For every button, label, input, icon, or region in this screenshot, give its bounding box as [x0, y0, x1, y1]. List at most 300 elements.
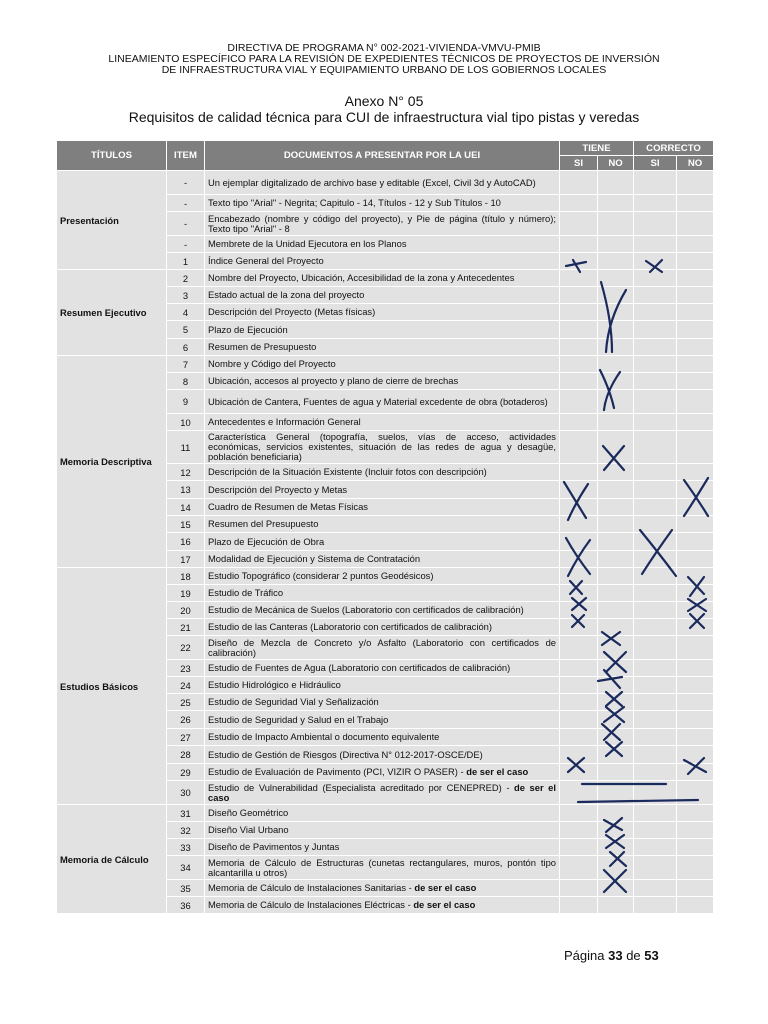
document-text: Ubicación, accesos al proyecto y plano de cierre de brechas	[208, 375, 459, 386]
check-cell-tiene-no[interactable]	[598, 729, 634, 746]
check-cell-correcto-si[interactable]	[634, 390, 677, 414]
check-cell-tiene-no[interactable]	[598, 304, 634, 321]
requirements-table	[56, 140, 714, 914]
check-cell-correcto-no[interactable]	[677, 287, 714, 304]
check-cell-correcto-no[interactable]	[677, 212, 714, 236]
header-line-2: LINEAMIENTO ESPECÍFICO PARA LA REVISIÓN DE EXPEDIENTES TÉCNICOS DE PROYECTOS DE INVERSIÓN	[108, 53, 660, 65]
check-cell-tiene-no[interactable]	[598, 236, 634, 253]
item-number: -	[167, 236, 205, 253]
check-cell-correcto-si[interactable]	[634, 636, 677, 660]
document-description	[205, 195, 560, 212]
check-cell-correcto-si[interactable]	[634, 270, 677, 287]
check-cell-tiene-si[interactable]	[560, 711, 598, 729]
check-cell-correcto-no[interactable]	[677, 414, 714, 431]
document-text: Índice General del Proyecto	[208, 255, 324, 266]
check-cell-correcto-no[interactable]	[677, 533, 714, 551]
document-description	[205, 212, 560, 236]
check-cell-correcto-no[interactable]	[677, 660, 714, 677]
check-cell-tiene-no[interactable]	[598, 464, 634, 481]
check-cell-correcto-si[interactable]	[634, 373, 677, 390]
check-cell-correcto-no[interactable]	[677, 568, 714, 585]
check-cell-correcto-si[interactable]	[634, 499, 677, 516]
item-number: 18	[167, 568, 205, 585]
document-text: Diseño de Pavimentos y Juntas	[208, 841, 340, 852]
check-cell-tiene-si[interactable]	[560, 270, 598, 287]
document-description	[205, 171, 560, 195]
footer-of: de	[626, 948, 641, 963]
check-cell-correcto-no[interactable]	[677, 171, 714, 195]
requirements-body	[57, 171, 714, 914]
document-description	[205, 839, 560, 856]
check-cell-correcto-si[interactable]	[634, 171, 677, 195]
header-line-3: DE INFRAESTRUCTURA VIAL Y EQUIPAMIENTO URBANO DE LOS GOBIERNOS LOCALES	[161, 64, 607, 76]
document-description	[205, 897, 560, 914]
document-note: de ser el caso	[414, 882, 477, 893]
check-cell-correcto-si[interactable]	[634, 516, 677, 533]
item-number: 34	[167, 856, 205, 880]
check-cell-correcto-si[interactable]	[634, 551, 677, 568]
check-cell-correcto-no[interactable]	[677, 636, 714, 660]
check-cell-tiene-si[interactable]	[560, 897, 598, 914]
document-description	[205, 677, 560, 694]
document-text: Diseño Vial Urbano	[208, 824, 289, 835]
document-text: Estudio de Fuentes de Agua (Laboratorio con certificados de calibración)	[208, 662, 511, 673]
document-description	[205, 585, 560, 602]
check-cell-correcto-si[interactable]	[634, 711, 677, 729]
check-cell-correcto-si[interactable]	[634, 321, 677, 339]
document-text: Estudio de las Canteras (Laboratorio con certificados de calibración)	[208, 621, 493, 632]
check-cell-tiene-no[interactable]	[598, 781, 634, 805]
document-text: Estudio Topográfico (considerar 2 puntos Geodésicos)	[208, 570, 434, 581]
check-cell-correcto-no[interactable]	[677, 516, 714, 533]
check-cell-correcto-si[interactable]	[634, 619, 677, 636]
item-number: 2	[167, 270, 205, 287]
document-text: Nombre del Proyecto, Ubicación, Accesibilidad de la zona y Antecedentes	[208, 272, 515, 283]
check-cell-tiene-no[interactable]	[598, 533, 634, 551]
check-cell-correcto-si[interactable]	[634, 602, 677, 619]
check-cell-correcto-si[interactable]	[634, 253, 677, 270]
document-description	[205, 464, 560, 481]
header-tiene-si: SI	[560, 156, 598, 171]
item-number: 23	[167, 660, 205, 677]
check-cell-correcto-no[interactable]	[677, 729, 714, 746]
check-cell-correcto-no[interactable]	[677, 805, 714, 822]
annex-subtitle: Requisitos de calidad técnica para CUI de infraestructura vial tipo pistas y veredas	[128, 109, 640, 125]
document-text: Estudio de Impacto Ambiental o documento equivalente	[208, 731, 440, 742]
check-cell-correcto-si[interactable]	[634, 304, 677, 321]
header-documents: DOCUMENTOS A PRESENTAR POR LA UEI	[205, 141, 560, 171]
item-number: 24	[167, 677, 205, 694]
item-number: 20	[167, 602, 205, 619]
document-description	[205, 822, 560, 839]
check-cell-tiene-no[interactable]	[598, 481, 634, 499]
document-description	[205, 729, 560, 746]
document-description	[205, 356, 560, 373]
document-description	[205, 390, 560, 414]
check-cell-tiene-si[interactable]	[560, 822, 598, 839]
check-cell-correcto-no[interactable]	[677, 585, 714, 602]
check-cell-correcto-si[interactable]	[634, 856, 677, 880]
check-cell-tiene-si[interactable]	[560, 287, 598, 304]
check-cell-correcto-si[interactable]	[634, 822, 677, 839]
check-cell-correcto-no[interactable]	[677, 390, 714, 414]
check-cell-correcto-no[interactable]	[677, 856, 714, 880]
header-tiene: TIENE	[560, 141, 634, 156]
item-number: 35	[167, 880, 205, 897]
check-cell-correcto-si[interactable]	[634, 464, 677, 481]
document-description	[205, 694, 560, 711]
document-text: Plazo de Ejecución	[208, 323, 288, 335]
section-title: Resumen Ejecutivo	[57, 270, 167, 356]
section-title: Memoria Descriptiva	[57, 356, 167, 568]
check-cell-correcto-si[interactable]	[634, 660, 677, 677]
table-row	[57, 270, 714, 287]
item-number: 29	[167, 764, 205, 781]
check-cell-correcto-si[interactable]	[634, 195, 677, 212]
document-text: Antecedentes e Información General	[208, 416, 361, 427]
check-cell-tiene-no[interactable]	[598, 431, 634, 464]
document-text: Estudio Hidrológico e Hidráulico	[208, 679, 341, 690]
document-text: Ubicación de Cantera, Fuentes de agua y Material excedente de obra (botaderos)	[208, 395, 548, 407]
check-cell-correcto-si[interactable]	[634, 746, 677, 764]
section-title: Estudios Básicos	[57, 568, 167, 805]
check-cell-tiene-no[interactable]	[598, 839, 634, 856]
table-row	[57, 356, 714, 373]
check-cell-correcto-si[interactable]	[634, 764, 677, 781]
check-cell-tiene-si[interactable]	[560, 677, 598, 694]
document-description	[205, 339, 560, 356]
document-description	[205, 660, 560, 677]
check-cell-tiene-no[interactable]	[598, 764, 634, 781]
footer-total: 53	[644, 948, 659, 963]
check-cell-correcto-si[interactable]	[634, 356, 677, 373]
document-text: Estudio de Evaluación de Pavimento (PCI, VIZIR O PASER) -	[208, 766, 467, 777]
check-cell-tiene-si[interactable]	[560, 636, 598, 660]
document-description	[205, 805, 560, 822]
check-cell-tiene-no[interactable]	[598, 270, 634, 287]
header-item: ITEM	[167, 141, 205, 171]
check-cell-tiene-si[interactable]	[560, 568, 598, 585]
document-text: Estudio de Gestión de Riesgos (Directiva N° 012-2017-OSCE/DE)	[208, 748, 483, 760]
document-description	[205, 499, 560, 516]
check-cell-tiene-no[interactable]	[598, 195, 634, 212]
check-cell-tiene-si[interactable]	[560, 414, 598, 431]
check-cell-correcto-no[interactable]	[677, 356, 714, 373]
check-cell-correcto-no[interactable]	[677, 602, 714, 619]
item-number: 14	[167, 499, 205, 516]
check-cell-tiene-si[interactable]	[560, 373, 598, 390]
check-cell-tiene-si[interactable]	[560, 533, 598, 551]
document-text: Memoria de Cálculo de Estructuras (cunetas rectangulares, muros, pontón tipo alcantarilla u otros)	[208, 856, 556, 878]
check-cell-tiene-no[interactable]	[598, 321, 634, 339]
check-cell-tiene-si[interactable]	[560, 729, 598, 746]
check-cell-tiene-no[interactable]	[598, 746, 634, 764]
check-cell-correcto-no[interactable]	[677, 236, 714, 253]
document-text: Estudio de Vulnerabilidad (Especialista acreditado por CENEPRED) -	[208, 781, 515, 793]
check-cell-tiene-si[interactable]	[560, 390, 598, 414]
document-description	[205, 602, 560, 619]
check-cell-tiene-si[interactable]	[560, 516, 598, 533]
check-cell-tiene-si[interactable]	[560, 839, 598, 856]
document-text: Texto tipo "Arial" - Negrita; Capitulo - 14, Títulos - 12 y Sub Títulos - 10	[208, 197, 501, 208]
document-note: de ser el caso	[208, 781, 556, 803]
header-correcto-no: NO	[677, 156, 714, 171]
footer-page: 33	[608, 948, 623, 963]
check-cell-tiene-si[interactable]	[560, 660, 598, 677]
check-cell-correcto-no[interactable]	[677, 339, 714, 356]
check-cell-tiene-no[interactable]	[598, 414, 634, 431]
header-correcto: CORRECTO	[634, 141, 714, 156]
check-cell-correcto-no[interactable]	[677, 321, 714, 339]
check-cell-correcto-si[interactable]	[634, 431, 677, 464]
item-number: -	[167, 171, 205, 195]
document-text: Estudio de Seguridad y Salud en el Trabajo	[208, 713, 389, 725]
check-cell-tiene-no[interactable]	[598, 339, 634, 356]
check-cell-tiene-si[interactable]	[560, 856, 598, 880]
check-cell-correcto-no[interactable]	[677, 746, 714, 764]
check-cell-tiene-no[interactable]	[598, 390, 634, 414]
check-cell-tiene-si[interactable]	[560, 171, 598, 195]
check-cell-tiene-no[interactable]	[598, 516, 634, 533]
check-cell-tiene-si[interactable]	[560, 499, 598, 516]
check-cell-tiene-no[interactable]	[598, 677, 634, 694]
check-cell-tiene-no[interactable]	[598, 619, 634, 636]
check-cell-tiene-si[interactable]	[560, 619, 598, 636]
check-cell-correcto-no[interactable]	[677, 897, 714, 914]
check-cell-correcto-si[interactable]	[634, 805, 677, 822]
document-description	[205, 304, 560, 321]
check-cell-tiene-si[interactable]	[560, 339, 598, 356]
check-cell-correcto-no[interactable]	[677, 431, 714, 464]
check-cell-tiene-si[interactable]	[560, 212, 598, 236]
check-cell-correcto-si[interactable]	[634, 585, 677, 602]
section-title: Memoria de Cálculo	[57, 805, 167, 914]
check-cell-tiene-si[interactable]	[560, 356, 598, 373]
document-description	[205, 481, 560, 499]
check-cell-correcto-si[interactable]	[634, 897, 677, 914]
item-number: -	[167, 195, 205, 212]
page-footer	[564, 948, 659, 963]
check-cell-correcto-no[interactable]	[677, 880, 714, 897]
check-cell-correcto-no[interactable]	[677, 711, 714, 729]
check-cell-correcto-no[interactable]	[677, 619, 714, 636]
check-cell-tiene-no[interactable]	[598, 897, 634, 914]
check-cell-tiene-no[interactable]	[598, 805, 634, 822]
check-cell-correcto-si[interactable]	[634, 568, 677, 585]
check-cell-correcto-no[interactable]	[677, 677, 714, 694]
header-line-1: DIRECTIVA DE PROGRAMA N° 002-2021-VIVIENDA-VMVU-PMIB	[227, 42, 541, 54]
item-number: 8	[167, 373, 205, 390]
document-text: Nombre y Código del Proyecto	[208, 358, 336, 369]
check-cell-correcto-si[interactable]	[634, 880, 677, 897]
check-cell-tiene-si[interactable]	[560, 195, 598, 212]
check-cell-tiene-no[interactable]	[598, 694, 634, 711]
check-cell-correcto-no[interactable]	[677, 373, 714, 390]
check-cell-correcto-si[interactable]	[634, 339, 677, 356]
document-description	[205, 321, 560, 339]
check-cell-tiene-si[interactable]	[560, 694, 598, 711]
document-text: Memoria de Cálculo de Instalaciones Eléctricas -	[208, 899, 414, 910]
check-cell-correcto-si[interactable]	[634, 533, 677, 551]
check-cell-correcto-no[interactable]	[677, 304, 714, 321]
check-cell-tiene-si[interactable]	[560, 304, 598, 321]
document-description	[205, 856, 560, 880]
item-number: 26	[167, 711, 205, 729]
check-cell-correcto-si[interactable]	[634, 287, 677, 304]
item-number: 3	[167, 287, 205, 304]
check-cell-correcto-si[interactable]	[634, 839, 677, 856]
document-description	[205, 516, 560, 533]
header-tiene-no: NO	[598, 156, 634, 171]
check-cell-tiene-si[interactable]	[560, 481, 598, 499]
document-description	[205, 764, 560, 781]
document-text: Característica General (topografía, suelos, vías de acceso, actividades económicas, servicios existentes, situación de las redes de agua y desagüe, población beneficiaria)	[208, 431, 556, 462]
check-cell-tiene-si[interactable]	[560, 321, 598, 339]
check-cell-tiene-si[interactable]	[560, 464, 598, 481]
check-cell-correcto-si[interactable]	[634, 236, 677, 253]
check-cell-correcto-si[interactable]	[634, 414, 677, 431]
check-cell-correcto-si[interactable]	[634, 481, 677, 499]
document-text: Estudio de Tráfico	[208, 587, 284, 598]
check-cell-correcto-si[interactable]	[634, 677, 677, 694]
check-cell-tiene-no[interactable]	[598, 373, 634, 390]
check-cell-tiene-no[interactable]	[598, 568, 634, 585]
document-text: Estudio de Mecánica de Suelos (Laboratorio con certificados de calibración)	[208, 604, 524, 615]
item-number: 4	[167, 304, 205, 321]
check-cell-tiene-no[interactable]	[598, 585, 634, 602]
check-cell-correcto-si[interactable]	[634, 212, 677, 236]
check-cell-tiene-no[interactable]	[598, 856, 634, 880]
check-cell-correcto-no[interactable]	[677, 499, 714, 516]
check-cell-tiene-no[interactable]	[598, 602, 634, 619]
item-number: 7	[167, 356, 205, 373]
check-cell-tiene-no[interactable]	[598, 212, 634, 236]
check-cell-correcto-no[interactable]	[677, 822, 714, 839]
check-cell-correcto-no[interactable]	[677, 481, 714, 499]
check-cell-correcto-no[interactable]	[677, 195, 714, 212]
item-number: 15	[167, 516, 205, 533]
document-description	[205, 236, 560, 253]
document-description	[205, 253, 560, 270]
document-text: Descripción de la Situación Existente (Incluir fotos con descripción)	[208, 466, 487, 477]
document-note: de ser el caso	[466, 766, 529, 777]
check-cell-tiene-no[interactable]	[598, 356, 634, 373]
document-description	[205, 781, 560, 805]
item-number: 11	[167, 431, 205, 464]
check-cell-tiene-no[interactable]	[598, 171, 634, 195]
check-cell-correcto-si[interactable]	[634, 694, 677, 711]
section-title: Presentación	[57, 171, 167, 270]
document-text: Resumen de Presupuesto	[208, 341, 317, 352]
document-text: Estudio de Seguridad Vial y Señalización	[208, 696, 379, 707]
item-number: 22	[167, 636, 205, 660]
header-correcto-si: SI	[634, 156, 677, 171]
check-cell-tiene-no[interactable]	[598, 551, 634, 568]
document-text: Memoria de Cálculo de Instalaciones Sanitarias -	[208, 882, 415, 893]
document-description	[205, 880, 560, 897]
item-number: -	[167, 212, 205, 236]
annex-title	[0, 93, 768, 125]
item-number: 12	[167, 464, 205, 481]
check-cell-tiene-no[interactable]	[598, 822, 634, 839]
document-description	[205, 431, 560, 464]
check-cell-tiene-si[interactable]	[560, 253, 598, 270]
check-cell-correcto-no[interactable]	[677, 253, 714, 270]
table-row	[57, 568, 714, 585]
document-description	[205, 533, 560, 551]
check-cell-tiene-si[interactable]	[560, 746, 598, 764]
check-cell-correcto-no[interactable]	[677, 839, 714, 856]
check-cell-tiene-si[interactable]	[560, 764, 598, 781]
check-cell-tiene-si[interactable]	[560, 585, 598, 602]
check-cell-correcto-no[interactable]	[677, 764, 714, 781]
document-description	[205, 287, 560, 304]
check-cell-correcto-no[interactable]	[677, 270, 714, 287]
item-number: 5	[167, 321, 205, 339]
check-cell-tiene-si[interactable]	[560, 805, 598, 822]
document-text: Modalidad de Ejecución y Sistema de Contratación	[208, 553, 421, 564]
document-text: Descripción del Proyecto y Metas	[208, 483, 348, 495]
item-number: 31	[167, 805, 205, 822]
document-text: Estado actual de la zona del proyecto	[208, 289, 365, 300]
check-cell-correcto-no[interactable]	[677, 464, 714, 481]
document-header	[0, 43, 768, 76]
check-cell-tiene-no[interactable]	[598, 253, 634, 270]
check-cell-tiene-si[interactable]	[560, 602, 598, 619]
document-description	[205, 414, 560, 431]
document-description	[205, 636, 560, 660]
check-cell-tiene-no[interactable]	[598, 499, 634, 516]
document-description	[205, 270, 560, 287]
document-description	[205, 551, 560, 568]
check-cell-tiene-no[interactable]	[598, 711, 634, 729]
check-cell-tiene-si[interactable]	[560, 236, 598, 253]
item-number: 27	[167, 729, 205, 746]
check-cell-tiene-si[interactable]	[560, 880, 598, 897]
check-cell-tiene-no[interactable]	[598, 287, 634, 304]
check-cell-correcto-no[interactable]	[677, 694, 714, 711]
check-cell-tiene-no[interactable]	[598, 880, 634, 897]
item-number: 32	[167, 822, 205, 839]
check-cell-correcto-si[interactable]	[634, 729, 677, 746]
document-note: de ser el caso	[413, 899, 476, 910]
check-cell-tiene-no[interactable]	[598, 636, 634, 660]
document-text: Resumen del Presupuesto	[208, 518, 319, 529]
item-number: 21	[167, 619, 205, 636]
check-cell-tiene-si[interactable]	[560, 551, 598, 568]
check-cell-tiene-no[interactable]	[598, 660, 634, 677]
check-cell-correcto-no[interactable]	[677, 781, 714, 805]
check-cell-correcto-si[interactable]	[634, 781, 677, 805]
item-number: 1	[167, 253, 205, 270]
item-number: 16	[167, 533, 205, 551]
document-text: Un ejemplar digitalizado de archivo base y editable (Excel, Civil 3d y AutoCAD)	[208, 176, 536, 188]
item-number: 6	[167, 339, 205, 356]
check-cell-tiene-si[interactable]	[560, 431, 598, 464]
footer-prefix: Página	[564, 948, 605, 963]
check-cell-tiene-si[interactable]	[560, 781, 598, 805]
item-number: 36	[167, 897, 205, 914]
table-row	[57, 805, 714, 822]
document-text: Cuadro de Resumen de Metas Físicas	[208, 501, 368, 512]
document-description	[205, 746, 560, 764]
annex-number: Anexo N° 05	[344, 93, 424, 109]
item-number: 19	[167, 585, 205, 602]
check-cell-correcto-no[interactable]	[677, 551, 714, 568]
document-description	[205, 373, 560, 390]
table-row	[57, 171, 714, 195]
document-description	[205, 619, 560, 636]
